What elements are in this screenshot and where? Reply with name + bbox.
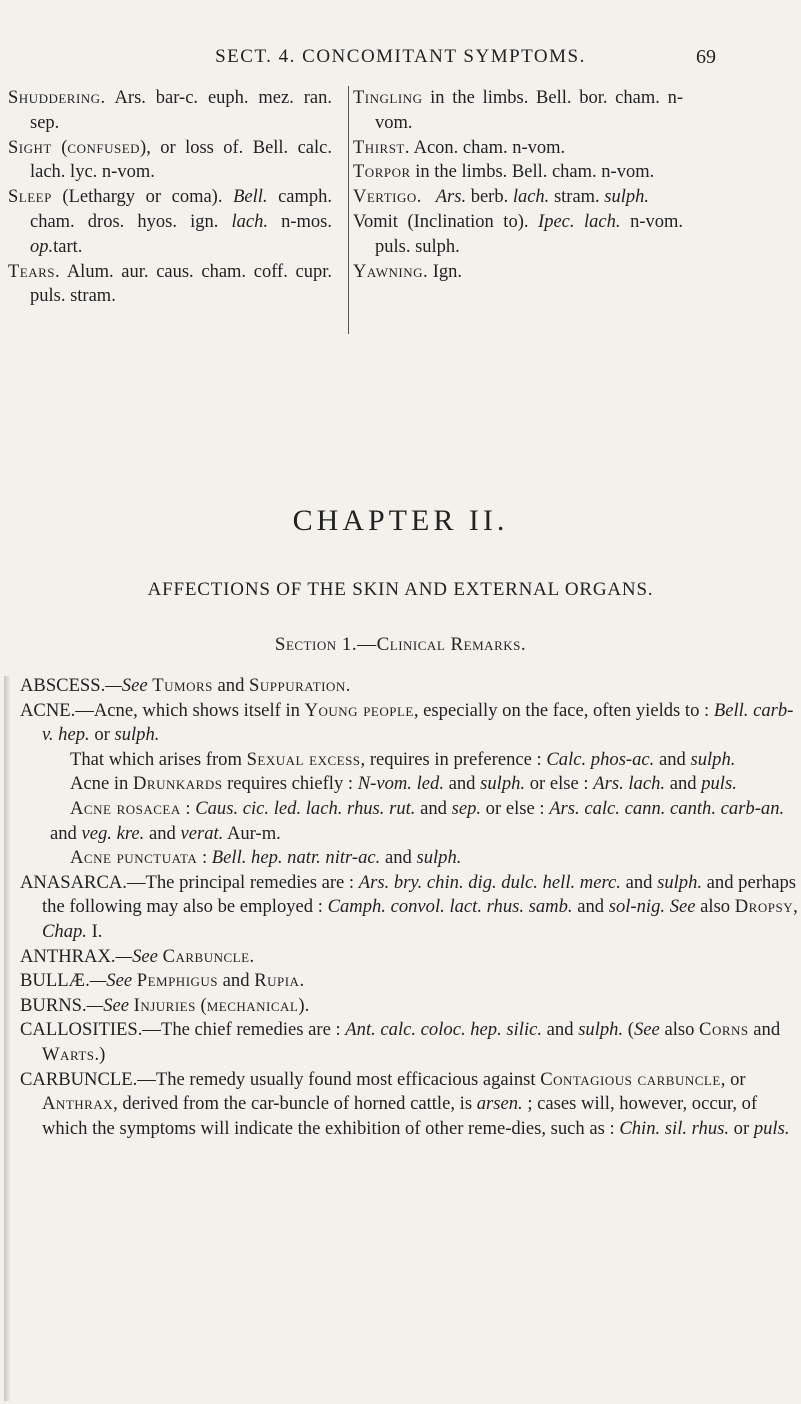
entry-vertigo: Vertigo. Ars. berb. lach. stram. sulph. (353, 187, 650, 208)
entry-anthrax: ANTHRAX.—See Carbuncle. (20, 945, 255, 967)
entry-carbuncle: CARBUNCLE.—The remedy usually found most efficacious against Contagious carbuncle, or Anthrax, derived from the car-buncle of horned cattle, is arsen. ; cases will, however, occur, of which the symptoms will indicate the exhibition of other reme-dies, such as : Chin. sil. rhus. or puls. (20, 1068, 790, 1139)
entry-shuddering: Shuddering. Ars. bar-c. euph. mez. ran. sep. (8, 88, 332, 133)
chapter-heading: CHAPTER II. (292, 504, 509, 537)
entry-sight: Sight (confused), or loss of. Bell. calc. lach. lyc. n-vom. (8, 137, 332, 183)
entry-tears: Tears. Alum. aur. caus. cham. coff. cupr. puls. stram. (8, 261, 332, 307)
entry-thirst: Thirst. Acon. cham. n-vom. (353, 137, 566, 158)
left-column (8, 86, 332, 309)
chapter-subtitle: AFFECTIONS OF THE SKIN AND EXTERNAL ORGANS. (147, 579, 654, 600)
entry-acne: ACNE.—Acne, which shows itself in Young people, especially on the face, often yields to : Bell. carb-v. hep. or sulph. (20, 699, 794, 746)
entry-torpor: Torpor in the limbs. Bell. cham. n-vom. (353, 162, 655, 183)
entry-anasarca: ANASARCA.—The principal remedies are : Ars. bry. chin. dig. dulc. hell. merc. and sulph. and perhaps the following may also be employed : Camph. convol. lact. rhus. samb. and sol-nig. See also Dropsy, Chap. I. (20, 871, 798, 942)
entry-abscess: ABSCESS.—See Tumors and Suppuration. (20, 675, 351, 696)
entry-acne-drunkards: Acne in Drunkards requires chiefly : N-vom. led. and sulph. or else : Ars. lach. and puls. (70, 773, 737, 795)
right-column (348, 86, 683, 334)
page-number: 69 (696, 46, 716, 68)
entry-yawning: Yawning. Ign. (353, 261, 463, 282)
page-edge-shadow (4, 676, 10, 1401)
entry-acne-punctuata: Acne punctuata : Bell. hep. natr. nitr-ac. and sulph. (70, 847, 462, 869)
entry-sleep: Sleep (Lethargy or coma). Bell. camph. cham. dros. hyos. ign. lach. n-mos. op.tart. (8, 187, 333, 257)
clinical-remarks (20, 674, 801, 1141)
entry-tingling: Tingling in the limbs. Bell. bor. cham. n-vom. (353, 88, 683, 133)
entry-callosities: CALLOSITIES.—The chief remedies are : Ant. calc. coloc. hep. silic. and sulph. (See also Corns and Warts.) (20, 1019, 781, 1065)
section-heading: Section 1.—Clinical Remarks. (274, 634, 527, 655)
entry-acne-sexual: That which arises from Sexual excess, requires in preference : Calc. phos-ac. and sulph. (70, 748, 736, 770)
entry-burns: BURNS.—See Injuries (mechanical). (20, 994, 310, 1016)
entry-bullae: BULLÆ.—See Pemphigus and Rupia. (20, 970, 305, 992)
entry-vomit: Vomit (Inclination to). Ipec. lach. n-vom. puls. sulph. (353, 211, 683, 257)
running-head-title: SECT. 4. CONCOMITANT SYMPTOMS. (215, 46, 586, 67)
entry-acne-rosacea: Acne rosacea : Caus. cic. led. lach. rhus. rut. and sep. or else : Ars. calc. cann. canth. carb-an. and veg. kre. and verat. Aur-m. (50, 797, 785, 844)
